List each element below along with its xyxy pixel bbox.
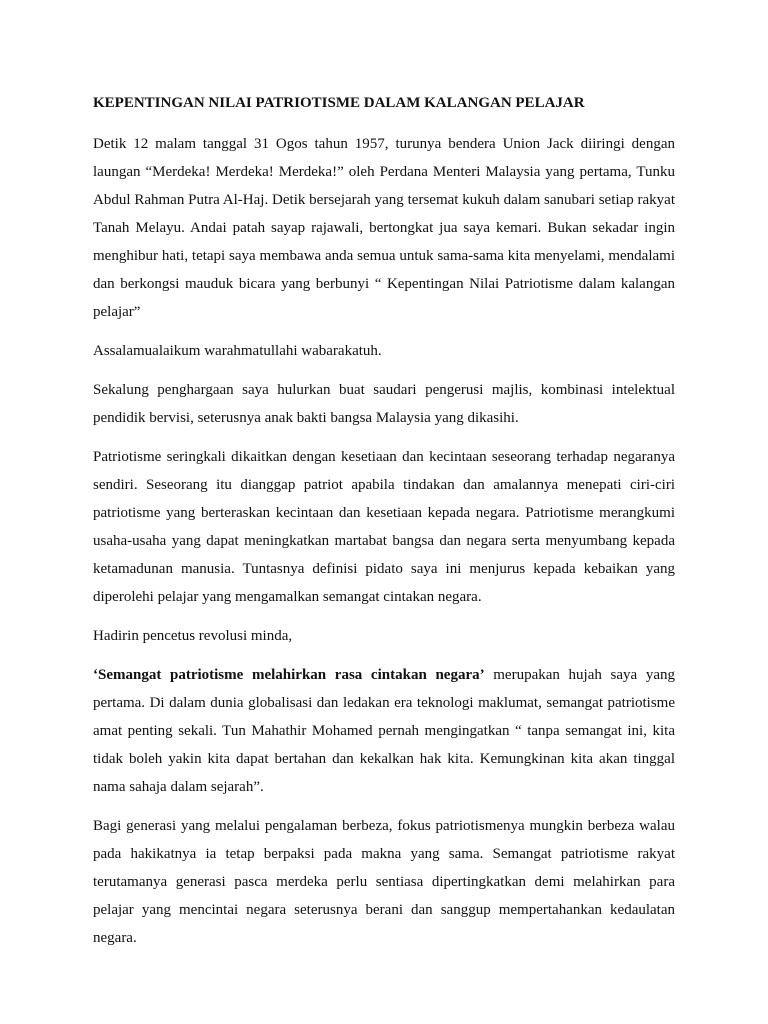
paragraph-generasi: Bagi generasi yang melalui pengalaman berbeza, fokus patriotismenya mungkin berbeza walau pada hakikatnya ia tetap berpaksi pada makna yang sama. Semangat patriotisme rakyat terutamanya generasi pasca merdeka perlu sentiasa dipertingkatkan demi melahirkan para pelajar yang mencintai negara seterusnya berani dan sanggup mempertahankan kedaulatan negara.	[93, 818, 675, 946]
hujah-body: merupakan hujah saya yang pertama. Di dalam dunia globalisasi dan ledakan era teknologi maklumat, semangat patriotisme amat penting sekali. Tun Mahathir Mohamed pernah mengingatkan “ tanpa semangat ini, kita tidak boleh yakin kita dapat bertahan dan kekalkan hak kita. Kemungkinan kita akan tinggal nama sahaja dalam sejarah”.	[93, 667, 675, 795]
paragraph-penghargaan: Sekalung penghargaan saya hulurkan buat saudari pengerusi majlis, kombinasi intelektual pendidik bervisi, seterusnya anak bakti bangsa Malaysia yang dikasihi.	[93, 382, 675, 426]
paragraph-hujah-pertama	[93, 661, 675, 801]
paragraph-hadirin: Hadirin pencetus revolusi minda,	[93, 628, 293, 644]
document-title: KEPENTINGAN NILAI PATRIOTISME DALAM KALANGAN PELAJAR	[93, 95, 585, 111]
paragraph-definisi: Patriotisme seringkali dikaitkan dengan kesetiaan dan kecintaan seseorang terhadap negaranya sendiri. Seseorang itu dianggap patriot apabila tindakan dan amalannya menepati ciri-ciri patriotisme yang berteraskan kecintaan dan kesetiaan kepada negara. Patriotisme merangkumi usaha-usaha yang dapat meningkatkan martabat bangsa dan negara serta menyumbang kepada ketamadunan manusia. Tuntasnya definisi pidato saya ini menjurus kepada kebaikan yang diperolehi pelajar yang mengamalkan semangat cintakan negara.	[93, 449, 675, 605]
paragraph-salam: Assalamualaikum warahmatullahi wabarakatuh.	[93, 343, 382, 359]
document-page	[93, 90, 675, 963]
hujah-heading: ‘Semangat patriotisme melahirkan rasa cintakan negara’	[93, 667, 485, 683]
paragraph-intro: Detik 12 malam tanggal 31 Ogos tahun 1957, turunya bendera Union Jack diiringi dengan laungan “Merdeka! Merdeka! Merdeka!” oleh Perdana Menteri Malaysia yang pertama, Tunku Abdul Rahman Putra Al-Haj. Detik bersejarah yang tersemat kukuh dalam sanubari setiap rakyat Tanah Melayu. Andai patah sayap rajawali, bertongkat jua saya kemari. Bukan sekadar ingin menghibur hati, tetapi saya membawa anda semua untuk sama-sama kita menyelami, mendalami dan berkongsi mauduk bicara yang berbunyi “ Kepentingan Nilai Patriotisme dalam kalangan pelajar”	[93, 136, 675, 320]
